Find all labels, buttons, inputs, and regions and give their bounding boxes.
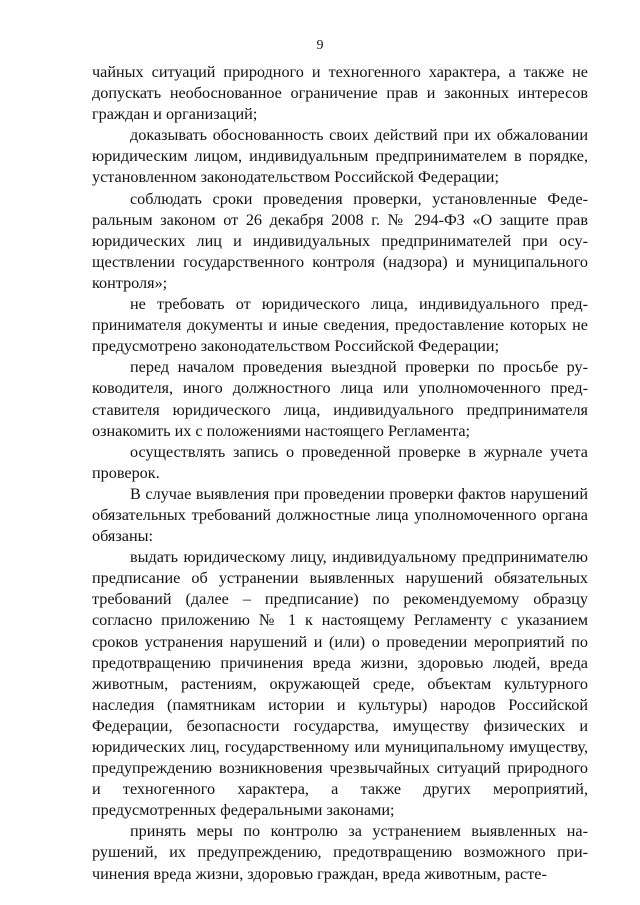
paragraph-no-extra-documents: не требовать от юридического лица, индивидуального предпринимателя документы и иные сведения, предоставление которых не предусмотрено законодательством Российской Федерации; xyxy=(92,295,588,356)
paragraph-continuation: чайных ситуаций природного и техногенного характера, а также не допускать необоснованное ограничение прав и законных интересов граждан и организаций; xyxy=(92,63,588,124)
paragraph-inspection-log: осуществлять запись о проведенной проверке в журнале учета проверок. xyxy=(92,442,588,482)
paragraph-violations-intro: В случае выявления при проведении проверки фактов нарушений обязательных требований должностные лица уполномоченного органа обязаны: xyxy=(92,484,588,546)
paragraph-issue-order: выдать юридическому лицу, индивидуальному предпринимателю предписание об устранении выявленных нарушений обязательных требований (далее – предписание) по рекомендуемому образцу согласно приложению № 1 к настоящему Регламенту с указанием сроков устранения нарушений и (или) о проведении мероприятий по предотвращению причинения вреда жизни, здоровью людей, вреда животным, растениям, окружающей среде, объектам культурного наследия (памятникам истории и культуры) народов Российской Федерации, безопасности государства, имуществу физических и юридических лиц, государственному или муниципальному имуществу, предупреждению возникновения чрезвычайных ситуаций природного и техногенного характера, а также других мероприятий, предусмотренных федеральными законами; xyxy=(92,548,588,820)
document-body xyxy=(92,62,588,885)
paragraph-inspection-deadlines: соблюдать сроки проведения проверки, установленные Федеральным законом от 26 декабря 2008 г. № 294-ФЗ «О защите прав юридических лиц и индивидуальных предпринимателей при осуществлении государственного контроля (надзора) и муниципального контроля»; xyxy=(92,189,588,292)
paragraph-control-measures: принять меры по контролю за устранением выявленных нарушений, их предупреждению, предотвращению возможного причинения вреда жизни, здоровью граждан, вреда животным, расте- xyxy=(92,822,588,883)
paragraph-justify-actions: доказывать обоснованность своих действий при их обжаловании юридическим лицом, индивидуальным предпринимателем в порядке, установленном законодательством Российской Федерации; xyxy=(92,126,588,187)
paragraph-familiarize-regulation: перед началом проведения выездной проверки по просьбе руководителя, иного должностного лица или уполномоченного представителя юридического лица, индивидуального предпринимателя ознакомить их с положениями настоящего Регламента; xyxy=(92,358,588,440)
page-number: 9 xyxy=(316,38,324,53)
